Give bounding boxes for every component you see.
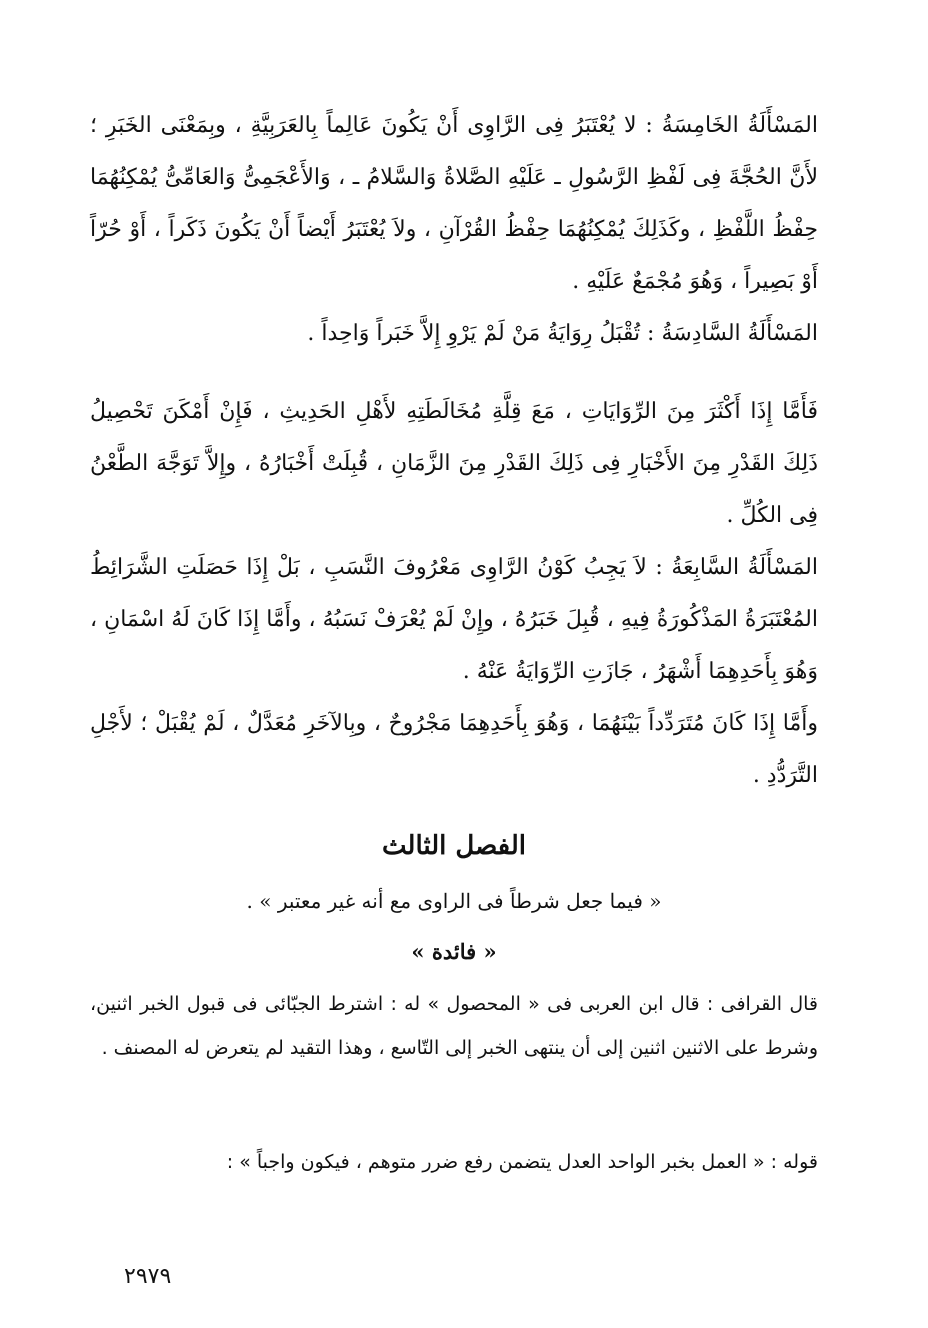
paragraph-fifth-issue: المَسْأَلَةُ الخَامِسَةُ : لا يُعْتَبَرُ فِى الرَّاوِى أَنْ يَكُونَ عَالِماً بِالعَرَبِيَّةِ ، وبِمَعْنَى الخَبَرِ ؛ لأَنَّ الحُجَّةَ فِى لَفْظِ الرَّسُولِ ـ عَلَيْهِ الصَّلاةُ وَالسَّلامُ ـ ، وَالأَعْجَمِىُّ وَالعَامِّىُّ يُمْكِنُهُمَا حِفْظُ اللَّفْظِ ، وكَذَلِكَ يُمْكِنُهُمَا حِفْظُ القُرْآنِ ، ولاَ يُعْتَبَرُ أَيْضاً أَنْ يَكُونَ ذَكَراً ، أَوْ حُرّاً أَوْ بَصِيراً ، وَهُوَ مُجْمَعٌ عَلَيْهِ . xyxy=(90,113,818,294)
chapter-subtitle: « فيما جعل شرطاً فى الراوى مع أنه غير معتبر » . xyxy=(246,889,662,913)
commentary-quote-paragraph: قوله : « العمل بخبر الواحد العدل يتضمن رفع ضرر متوهم ، فيكون واجباً » : xyxy=(226,1151,818,1173)
page-number: ٢٩٧٩ xyxy=(124,1264,172,1289)
paragraph-seventh-issue: المَسْأَلَةُ السَّابِعَةُ : لاَ يَجِبُ كَوْنُ الرَّاوِى مَعْرُوفَ النَّسَبِ ، بَلْ إِذَا حَصَلَتِ الشَّرَائِطُ المُعْتَبَرَةُ المَذْكُورَةُ فِيهِ ، قُبِلَ خَبَرُهُ ، وإِنْ لَمْ يُعْرَفْ نَسَبُهُ ، وأَمَّا إِذَا كَانَ لَهُ اسْمَانِ ، وَهُوَ بِأَحَدِهِمَا أَشْهَرُ ، جَازَتِ الرِّوَايَةُ عَنْهُ . xyxy=(90,555,818,684)
commentary-paragraph: قال القرافى : قال ابن العربى فى « المحصول » له : اشترط الجبّائى فى قبول الخبر اثنين، وشرط على الاثنين اثنين إلى أن ينتهى الخبر إلى التّاسع ، وهذا التقيد لم يتعرض له المصنف . xyxy=(90,993,818,1059)
chapter-heading: الفصل الثالث xyxy=(382,831,526,861)
paragraph-sixth-issue: المَسْأَلَةُ السَّادِسَةُ : تُقْبَلُ رِوَايَةُ مَنْ لَمْ يَرْوِ إِلاَّ خَبَراً وَاحِداً . xyxy=(307,321,818,346)
paragraph-sixth-issue-continuation: فَأَمَّا إِذَا أَكْثَرَ مِنَ الرِّوَايَاتِ ، مَعَ قِلَّةِ مُخَالَطَتِهِ لأَهْلِ الحَدِيثِ ، فَإِنْ أَمْكَنَ تَحْصِيلُ ذَلِكَ القَدْرِ مِنَ الأَخْبَارِ فِى ذَلِكَ القَدْرِ مِنَ الزَّمَانِ ، قُبِلَتْ أَخْبَارُهُ ، وإِلاَّ تَوَجَّهَ الطَّعْنُ فِى الكُلِّ . xyxy=(90,399,818,528)
paragraph-seventh-issue-continuation: وأَمَّا إِذَا كَانَ مُتَرَدِّداً بَيْنَهُمَا ، وَهُوَ بِأَحَدِهِمَا مَجْرُوحٌ ، وبِالآخَرِ مُعَدَّلٌ ، لَمْ يُقْبَلْ ؛ لأَجْلِ التَّرَدُّدِ . xyxy=(90,711,818,788)
faida-heading: « فائدة » xyxy=(411,939,497,964)
